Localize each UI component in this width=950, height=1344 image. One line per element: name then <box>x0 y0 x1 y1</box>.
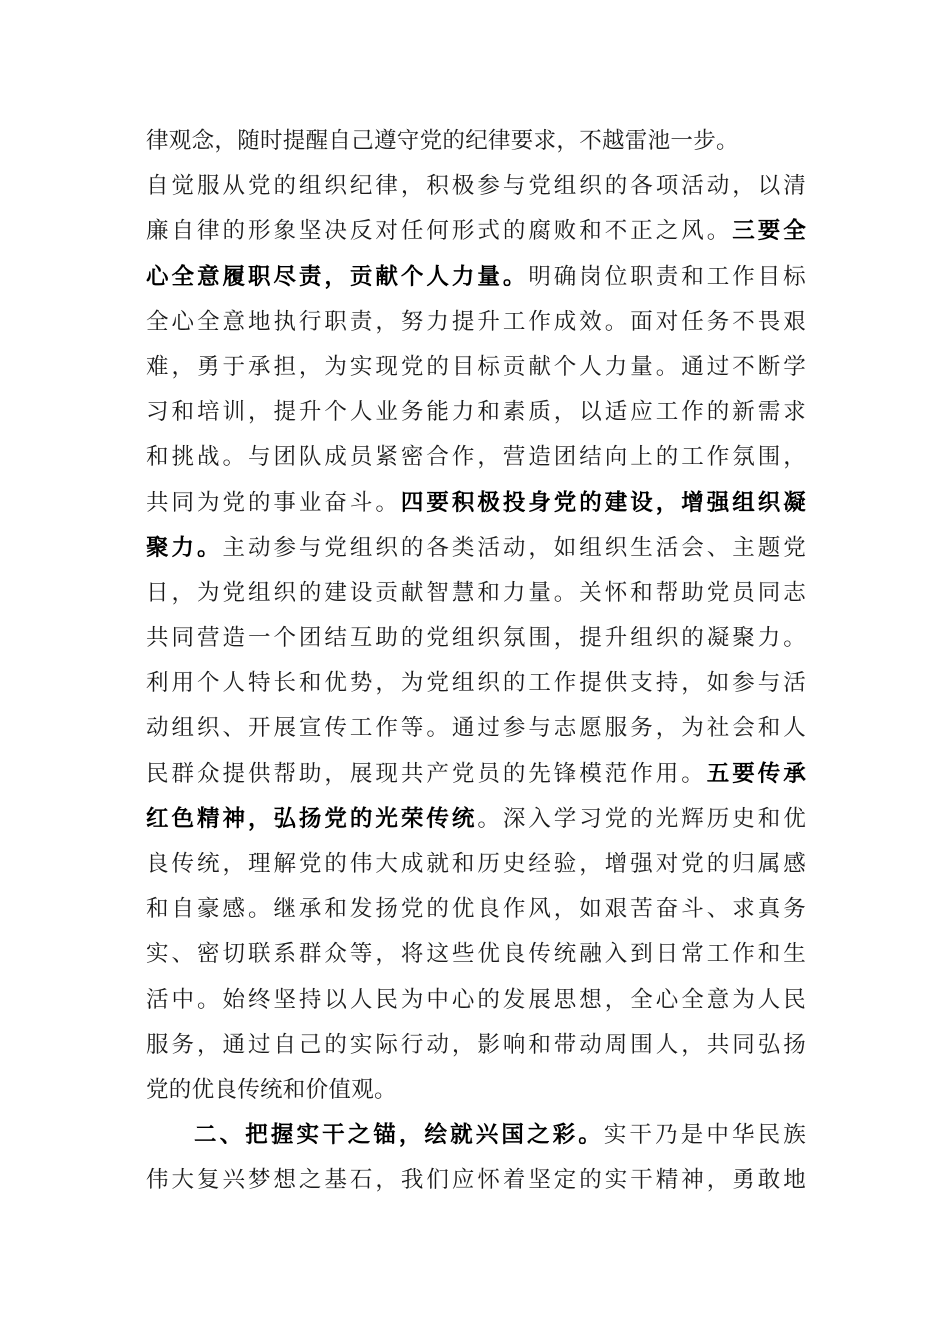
text-segment: 廉自律的形象坚决反对任何形式的腐败和不正之风。 <box>146 218 733 245</box>
text-segment: 。深入学习党的光辉历史和优 <box>477 805 806 832</box>
bold-text-segment: 聚力。 <box>146 534 223 561</box>
bold-text-segment: 五要传承 <box>706 760 806 787</box>
text-segment: 难，勇于承担，为实现党的目标贡献个人力量。通过不断学 <box>146 353 806 380</box>
text-line <box>146 390 806 435</box>
text-line <box>146 435 806 480</box>
bold-text-segment: 四要积极投身党的建设，增强组织凝 <box>400 489 806 516</box>
text-segment: 主动参与党组织的各类活动，如组织生活会、主题党 <box>222 534 806 561</box>
text-segment: 党的优良传统和价值观。 <box>146 1076 397 1103</box>
text-segment: 利用个人特长和优势，为党组织的工作提供支持，如参与活 <box>146 670 806 697</box>
text-segment: 动组织、开展宣传工作等。通过参与志愿服务，为社会和人 <box>146 715 806 742</box>
text-line <box>146 706 806 751</box>
text-line <box>146 752 806 797</box>
text-line <box>146 164 806 209</box>
bold-text-segment: 三要全 <box>732 218 806 245</box>
text-segment: 实干乃是中华民族 <box>603 1122 806 1149</box>
text-segment: 明确岗位职责和工作目标 <box>528 263 806 290</box>
text-line <box>146 571 806 616</box>
text-segment: 共同为党的事业奋斗。 <box>146 489 401 516</box>
text-segment: 伟大复兴梦想之基石，我们应怀着坚定的实干精神，勇敢地 <box>146 1167 806 1194</box>
text-segment: 全心全意地执行职责，努力提升工作成效。面对任务不畏艰 <box>146 308 806 335</box>
text-segment: 和挑战。与团队成员紧密合作，营造团结向上的工作氛围， <box>146 444 806 471</box>
text-segment: 良传统，理解党的伟大成就和历史经验，增强对党的归属感 <box>146 851 806 877</box>
document-body <box>146 119 806 1204</box>
text-line <box>146 526 806 571</box>
text-line <box>146 978 806 1023</box>
text-line <box>146 932 806 977</box>
text-segment: 和自豪感。继承和发扬党的优良作风，如艰苦奋斗、求真务 <box>146 896 806 923</box>
bold-text-segment: 二、把握实干之锚，绘就兴国之彩。 <box>194 1122 604 1149</box>
text-segment: 自觉服从党的组织纪律，积极参与党组织的各项活动，以清 <box>146 173 806 200</box>
text-segment: 共同营造一个团结互助的党组织氛围，提升组织的凝聚力。 <box>146 625 806 652</box>
text-line <box>146 842 806 887</box>
text-line <box>146 1158 806 1203</box>
text-segment: 律观念，随时提醒自己遵守党的纪律要求，不越雷池一步。 <box>146 128 739 154</box>
text-segment: 实、密切联系群众等，将这些优良传统融入到日常工作和生 <box>146 941 806 968</box>
text-segment: 民群众提供帮助，展现共产党员的先锋模范作用。 <box>146 760 707 787</box>
text-line <box>146 345 806 390</box>
text-line <box>146 797 806 842</box>
text-line <box>146 661 806 706</box>
text-line <box>146 616 806 661</box>
text-segment: 日，为党组织的建设贡献智慧和力量。关怀和帮助党员同志 <box>146 579 806 606</box>
text-segment: 活中。始终坚持以人民为中心的发展思想，全心全意为人民 <box>146 986 806 1013</box>
text-segment: 服务，通过自己的实际行动，影响和带动周围人，共同弘扬 <box>146 1031 806 1058</box>
text-line <box>146 887 806 932</box>
bold-text-segment: 心全意履职尽责，贡献个人力量。 <box>146 263 529 290</box>
text-line <box>146 1023 806 1068</box>
text-line <box>146 1113 806 1158</box>
text-line <box>146 1068 806 1113</box>
bold-text-segment: 红色精神，弘扬党的光荣传统 <box>146 805 478 832</box>
text-line <box>146 300 806 345</box>
text-line <box>146 119 806 164</box>
text-line <box>146 481 806 526</box>
text-line <box>146 255 806 300</box>
text-segment: 习和培训，提升个人业务能力和素质，以适应工作的新需求 <box>146 399 806 426</box>
text-line <box>146 209 806 254</box>
